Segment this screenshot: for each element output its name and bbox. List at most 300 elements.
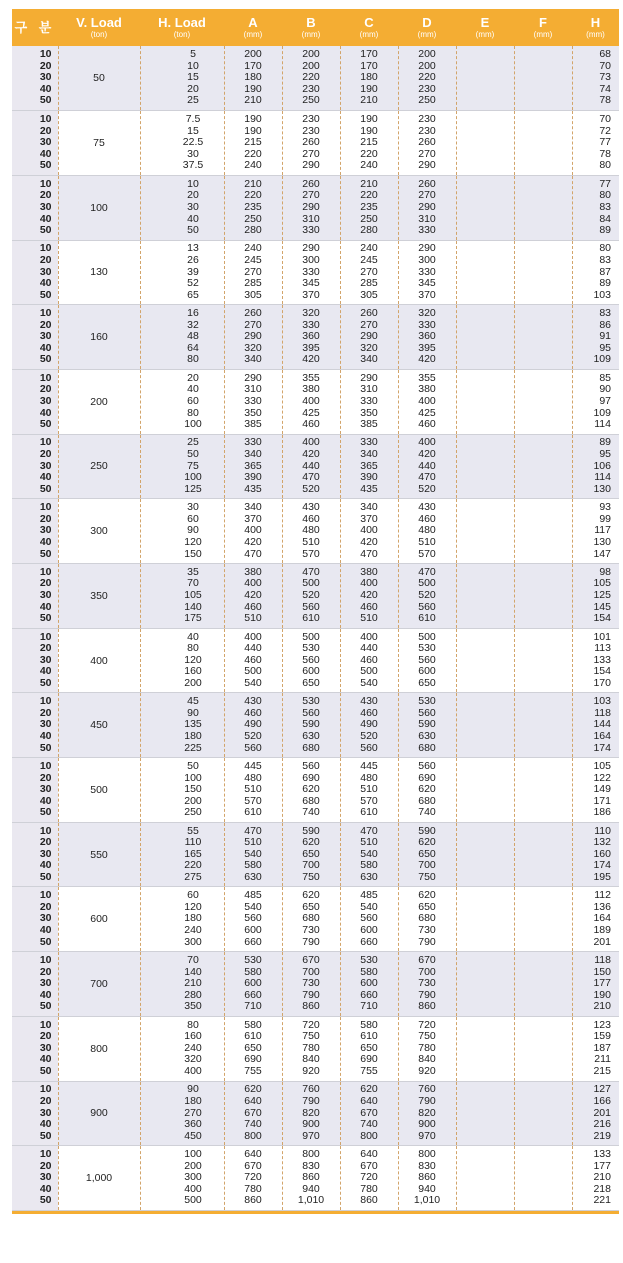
a-cell-value: 340: [244, 353, 262, 366]
h-load-cell-value: 35: [187, 565, 199, 578]
a-cell-value: 385: [244, 418, 262, 431]
a-cell: [224, 111, 282, 176]
f-cell: [514, 240, 572, 305]
a-cell-value: 640: [244, 1094, 262, 1107]
b-cell-value: 330: [302, 318, 320, 331]
e-cell: [456, 305, 514, 370]
h-cell-value: 150: [593, 965, 611, 978]
d-cell-value: 520: [418, 589, 436, 602]
c-cell-value: 610: [360, 806, 378, 819]
d-cell-value: 345: [418, 277, 436, 290]
c-cell-value: 540: [360, 900, 378, 913]
table-row: [12, 1016, 619, 1081]
h-load-cell-value: 64: [187, 341, 199, 354]
c-cell-value: 710: [360, 1000, 378, 1013]
sub-category-value: 40: [39, 471, 52, 484]
b-cell-value: 650: [302, 900, 320, 913]
d-cell-value: 730: [418, 977, 436, 990]
d-cell-value: 560: [418, 759, 436, 772]
h-cell-value: 195: [593, 870, 611, 883]
spec-table-container: [12, 9, 619, 1214]
a-cell-value: 610: [244, 1030, 262, 1043]
sub-category-value: 40: [39, 277, 52, 290]
a-cell-value: 620: [244, 1083, 262, 1096]
d-cell-value: 470: [418, 565, 436, 578]
d-cell-value: 200: [418, 59, 436, 72]
h-load-cell-value: 55: [187, 824, 199, 837]
sub-category-value: 10: [39, 1018, 52, 1031]
a-cell-value: 540: [244, 900, 262, 913]
b-cell: [282, 499, 340, 564]
b-cell-value: 460: [302, 418, 320, 431]
h-load-cell-value: 140: [184, 965, 202, 978]
f-cell: [514, 822, 572, 887]
b-cell-value: 220: [302, 71, 320, 84]
b-cell-value: 860: [302, 1000, 320, 1013]
sub-category-value: 30: [39, 783, 52, 796]
h-load-cell-value: 70: [187, 577, 199, 590]
a-cell-value: 240: [244, 159, 262, 172]
c-cell-value: 240: [360, 242, 378, 255]
table-row: [12, 758, 619, 823]
c-cell: [340, 111, 398, 176]
sub-category-value: 30: [39, 977, 52, 990]
e-cell: [456, 952, 514, 1017]
sub-category-value: 10: [39, 630, 52, 643]
sub-category-value: 10: [39, 953, 52, 966]
d-cell-value: 790: [418, 988, 436, 1001]
d-cell-value: 270: [418, 147, 436, 160]
d-cell-value: 230: [418, 82, 436, 95]
h-load-cell-value: 13: [187, 242, 199, 255]
b-cell-value: 520: [302, 482, 320, 495]
c-cell-value: 510: [360, 612, 378, 625]
b-cell: [282, 175, 340, 240]
h-load-cell-value: 50: [187, 224, 199, 237]
a-cell-value: 710: [244, 1000, 262, 1013]
header-e: [456, 9, 514, 46]
c-cell-value: 260: [360, 307, 378, 320]
h-load-cell-value: 90: [187, 524, 199, 537]
h-cell-value: 118: [594, 953, 611, 966]
h-load-cell: [140, 369, 224, 434]
e-cell: [456, 111, 514, 176]
h-cell-value: 114: [594, 418, 611, 431]
c-cell-value: 560: [360, 741, 378, 754]
h-load-cell-value: 300: [184, 935, 202, 948]
h-load-cell-value: 80: [187, 1018, 199, 1031]
a-cell: [224, 628, 282, 693]
b-cell: [282, 1081, 340, 1146]
b-cell: [282, 369, 340, 434]
a-cell: [224, 499, 282, 564]
h-cell: [572, 175, 619, 240]
a-cell-value: 440: [244, 642, 262, 655]
b-cell-value: 730: [302, 977, 320, 990]
bottom-accent-bar: [12, 1211, 619, 1214]
h-cell-value: 164: [593, 912, 611, 925]
h-cell-value: 77: [599, 177, 611, 190]
a-cell-value: 290: [244, 330, 262, 343]
h-load-cell-value: 80: [187, 353, 199, 366]
d-cell-value: 680: [418, 794, 436, 807]
a-cell-value: 390: [244, 471, 262, 484]
e-cell: [456, 46, 514, 111]
a-cell-value: 480: [244, 771, 262, 784]
header-unit: (mm): [475, 30, 495, 39]
table-row: [12, 693, 619, 758]
d-cell-value: 860: [418, 1000, 436, 1013]
f-cell: [514, 758, 572, 823]
b-cell-value: 440: [302, 459, 320, 472]
header-label: F: [539, 15, 547, 30]
h-load-cell-value: 50: [187, 759, 199, 772]
c-cell-value: 420: [360, 535, 378, 548]
a-cell-value: 180: [244, 71, 262, 84]
f-cell: [514, 693, 572, 758]
c-cell: [340, 628, 398, 693]
a-cell-value: 650: [244, 1041, 262, 1054]
d-cell: [398, 369, 456, 434]
b-cell-value: 290: [302, 159, 320, 172]
h-cell-value: 154: [593, 665, 611, 678]
a-cell-value: 540: [244, 847, 262, 860]
c-cell: [340, 952, 398, 1017]
h-cell-value: 210: [593, 1171, 611, 1184]
d-cell-value: 520: [418, 482, 436, 495]
d-cell-value: 920: [418, 1065, 436, 1078]
c-cell-value: 600: [360, 977, 378, 990]
header-unit: (mm): [586, 30, 605, 39]
c-cell-value: 385: [360, 418, 378, 431]
d-cell-value: 420: [418, 448, 436, 461]
b-cell-value: 740: [302, 806, 320, 819]
h-load-cell-value: 48: [187, 330, 199, 343]
h-load-cell-value: 225: [184, 741, 202, 754]
h-cell-value: 95: [599, 341, 611, 354]
a-cell: [224, 46, 282, 111]
c-cell-value: 480: [360, 771, 378, 784]
b-cell-value: 510: [302, 535, 320, 548]
h-cell-value: 211: [594, 1053, 611, 1066]
b-cell-value: 320: [302, 307, 320, 320]
sub-category-value: 30: [39, 847, 52, 860]
c-cell-value: 670: [360, 1106, 378, 1119]
a-cell: [224, 1016, 282, 1081]
c-cell-value: 380: [360, 565, 378, 578]
h-cell-value: 98: [599, 565, 611, 578]
d-cell-value: 230: [418, 113, 436, 126]
sub-category-value: 20: [39, 512, 52, 525]
h-cell-value: 130: [593, 482, 611, 495]
h-load-cell-value: 60: [187, 394, 199, 407]
d-cell: [398, 693, 456, 758]
c-cell-value: 530: [360, 953, 378, 966]
a-cell: [224, 175, 282, 240]
h-cell-value: 216: [593, 1118, 611, 1131]
d-cell-value: 395: [418, 341, 436, 354]
sub-category-value: 50: [39, 288, 52, 301]
sub-category-value: 50: [39, 94, 52, 107]
h-cell-value: 70: [599, 113, 611, 126]
c-cell-value: 390: [360, 471, 378, 484]
h-load-cell-value: 135: [184, 718, 202, 731]
c-cell-value: 305: [360, 288, 378, 301]
d-cell: [398, 628, 456, 693]
h-cell: [572, 693, 619, 758]
b-cell-value: 380: [302, 383, 320, 396]
h-cell: [572, 46, 619, 111]
sub-category-value: 20: [39, 642, 52, 655]
d-cell: [398, 111, 456, 176]
v-load-cell: 300: [58, 499, 140, 564]
sub-category-value: 20: [39, 1159, 52, 1172]
header-label: H. Load: [158, 15, 206, 30]
a-cell-value: 510: [244, 836, 262, 849]
d-cell-value: 500: [418, 630, 436, 643]
h-load-cell-value: 10: [187, 59, 199, 72]
b-cell-value: 270: [302, 147, 320, 160]
h-load-cell-value: 80: [187, 406, 199, 419]
sub-category-value: 50: [39, 418, 52, 431]
h-cell-value: 95: [599, 448, 611, 461]
h-cell-value: 89: [599, 277, 611, 290]
e-cell: [456, 822, 514, 887]
b-cell-value: 720: [302, 1018, 320, 1031]
sub-category-value: 30: [39, 394, 52, 407]
d-cell-value: 820: [418, 1106, 436, 1119]
sub-category-value: 20: [39, 706, 52, 719]
b-cell-value: 780: [302, 1041, 320, 1054]
b-cell-value: 700: [302, 859, 320, 872]
v-load-cell: 1,000: [58, 1146, 140, 1211]
d-cell-value: 310: [418, 212, 436, 225]
h-cell: [572, 758, 619, 823]
d-cell-value: 330: [418, 265, 436, 278]
c-cell-value: 365: [360, 459, 378, 472]
h-load-cell-value: 150: [184, 783, 202, 796]
sub-category-value: 20: [39, 318, 52, 331]
b-cell-value: 560: [302, 653, 320, 666]
c-cell-value: 470: [360, 547, 378, 560]
v-load-cell: 350: [58, 564, 140, 629]
h-cell-value: 106: [593, 459, 611, 472]
b-cell-value: 920: [302, 1065, 320, 1078]
header-unit: (mm): [243, 30, 263, 39]
b-cell-value: 260: [302, 136, 320, 149]
h-load-cell-value: 100: [184, 418, 202, 431]
f-cell: [514, 434, 572, 499]
sub-category-cell: [12, 564, 58, 629]
h-cell-value: 189: [593, 924, 611, 937]
h-cell-value: 80: [599, 242, 611, 255]
c-cell-value: 320: [360, 341, 378, 354]
h-cell-value: 80: [599, 159, 611, 172]
b-cell-value: 395: [302, 341, 320, 354]
h-cell-value: 105: [593, 759, 611, 772]
sub-category-value: 10: [39, 307, 52, 320]
d-cell-value: 780: [418, 1041, 436, 1054]
h-load-cell: [140, 758, 224, 823]
h-cell-value: 190: [593, 988, 611, 1001]
a-cell: [224, 1081, 282, 1146]
sub-category-cell: [12, 499, 58, 564]
c-cell-value: 190: [360, 82, 378, 95]
sub-category-cell: [12, 240, 58, 305]
a-cell-value: 580: [244, 859, 262, 872]
a-cell-value: 290: [244, 371, 262, 384]
f-cell: [514, 46, 572, 111]
c-cell-value: 580: [360, 859, 378, 872]
c-cell: [340, 1146, 398, 1211]
b-cell-value: 670: [302, 953, 320, 966]
d-cell-value: 360: [418, 330, 436, 343]
h-load-cell: [140, 822, 224, 887]
h-cell: [572, 952, 619, 1017]
h-cell-value: 80: [599, 189, 611, 202]
h-load-cell-value: 60: [187, 889, 199, 902]
f-cell: [514, 628, 572, 693]
a-cell: [224, 887, 282, 952]
c-cell-value: 460: [360, 706, 378, 719]
v-load-cell: 50: [58, 46, 140, 111]
d-cell-value: 840: [418, 1053, 436, 1066]
f-cell: [514, 175, 572, 240]
v-load-cell: 600: [58, 887, 140, 952]
h-cell-value: 113: [594, 642, 611, 655]
d-cell-value: 730: [418, 924, 436, 937]
c-cell-value: 245: [360, 254, 378, 267]
d-cell-value: 670: [418, 953, 436, 966]
header-b: [282, 9, 340, 46]
d-cell-value: 740: [418, 806, 436, 819]
d-cell-value: 380: [418, 383, 436, 396]
d-cell-value: 800: [418, 1148, 436, 1161]
a-cell-value: 800: [244, 1129, 262, 1142]
b-cell: [282, 305, 340, 370]
sub-category-value: 50: [39, 159, 52, 172]
h-load-cell: [140, 499, 224, 564]
header-category: [12, 9, 58, 46]
c-cell-value: 640: [360, 1094, 378, 1107]
sub-category-value: 50: [39, 612, 52, 625]
h-load-cell-value: 125: [184, 482, 202, 495]
b-cell-value: 900: [302, 1118, 320, 1131]
h-load-cell: [140, 1146, 224, 1211]
h-cell: [572, 434, 619, 499]
h-load-cell-value: 5: [190, 48, 196, 61]
h-cell-value: 170: [593, 676, 611, 689]
v-load-cell: 400: [58, 628, 140, 693]
h-cell-value: 101: [593, 630, 611, 643]
d-cell: [398, 434, 456, 499]
table-row: [12, 369, 619, 434]
c-cell-value: 755: [360, 1065, 378, 1078]
h-load-cell-value: 165: [184, 847, 202, 860]
a-cell-value: 510: [244, 783, 262, 796]
a-cell-value: 580: [244, 965, 262, 978]
sub-category-value: 40: [39, 988, 52, 1001]
h-cell-value: 89: [599, 436, 611, 449]
table-row: [12, 1081, 619, 1146]
b-cell-value: 230: [302, 124, 320, 137]
d-cell: [398, 240, 456, 305]
h-load-cell-value: 25: [187, 436, 199, 449]
c-cell-value: 650: [360, 1041, 378, 1054]
b-cell: [282, 111, 340, 176]
b-cell-value: 620: [302, 889, 320, 902]
d-cell-value: 790: [418, 935, 436, 948]
h-load-cell: [140, 434, 224, 499]
b-cell-value: 430: [302, 501, 320, 514]
a-cell-value: 330: [244, 394, 262, 407]
h-load-cell-value: 52: [187, 277, 199, 290]
e-cell: [456, 369, 514, 434]
sub-category-value: 10: [39, 48, 52, 61]
d-cell-value: 330: [418, 224, 436, 237]
sub-category-value: 50: [39, 806, 52, 819]
a-cell-value: 570: [244, 794, 262, 807]
d-cell-value: 530: [418, 642, 436, 655]
h-load-cell-value: 16: [187, 307, 199, 320]
h-cell-value: 125: [593, 589, 611, 602]
c-cell-value: 190: [360, 113, 378, 126]
h-cell-value: 70: [599, 59, 611, 72]
b-cell-value: 560: [302, 706, 320, 719]
d-cell: [398, 305, 456, 370]
b-cell-value: 425: [302, 406, 320, 419]
h-load-cell-value: 40: [187, 630, 199, 643]
sub-category-value: 40: [39, 730, 52, 743]
h-cell-value: 210: [593, 1000, 611, 1013]
f-cell: [514, 1081, 572, 1146]
b-cell-value: 680: [302, 794, 320, 807]
sub-category-value: 50: [39, 1065, 52, 1078]
h-cell-value: 186: [593, 806, 611, 819]
h-cell-value: 109: [593, 406, 611, 419]
b-cell-value: 310: [302, 212, 320, 225]
b-cell: [282, 628, 340, 693]
a-cell-value: 215: [244, 136, 262, 149]
b-cell-value: 1,010: [297, 1194, 325, 1207]
c-cell-value: 510: [360, 783, 378, 796]
h-load-cell-value: 100: [184, 1148, 202, 1161]
h-load-cell-value: 160: [184, 665, 202, 678]
h-load-cell-value: 200: [184, 794, 202, 807]
c-cell: [340, 434, 398, 499]
sub-category-value: 20: [39, 1094, 52, 1107]
h-load-cell-value: 70: [187, 953, 199, 966]
a-cell-value: 365: [244, 459, 262, 472]
c-cell-value: 660: [360, 935, 378, 948]
sub-category-value: 10: [39, 1148, 52, 1161]
h-cell: [572, 822, 619, 887]
d-cell-value: 560: [418, 653, 436, 666]
sub-category-cell: [12, 887, 58, 952]
h-cell-value: 187: [593, 1041, 611, 1054]
sub-category-value: 20: [39, 1030, 52, 1043]
b-cell-value: 750: [302, 1030, 320, 1043]
d-cell-value: 560: [418, 600, 436, 613]
sub-category-value: 40: [39, 341, 52, 354]
c-cell-value: 190: [360, 124, 378, 137]
d-cell-value: 700: [418, 859, 436, 872]
a-cell: [224, 1146, 282, 1211]
c-cell-value: 445: [360, 759, 378, 772]
h-load-cell-value: 30: [187, 147, 199, 160]
sub-category-value: 20: [39, 124, 52, 137]
d-cell: [398, 887, 456, 952]
